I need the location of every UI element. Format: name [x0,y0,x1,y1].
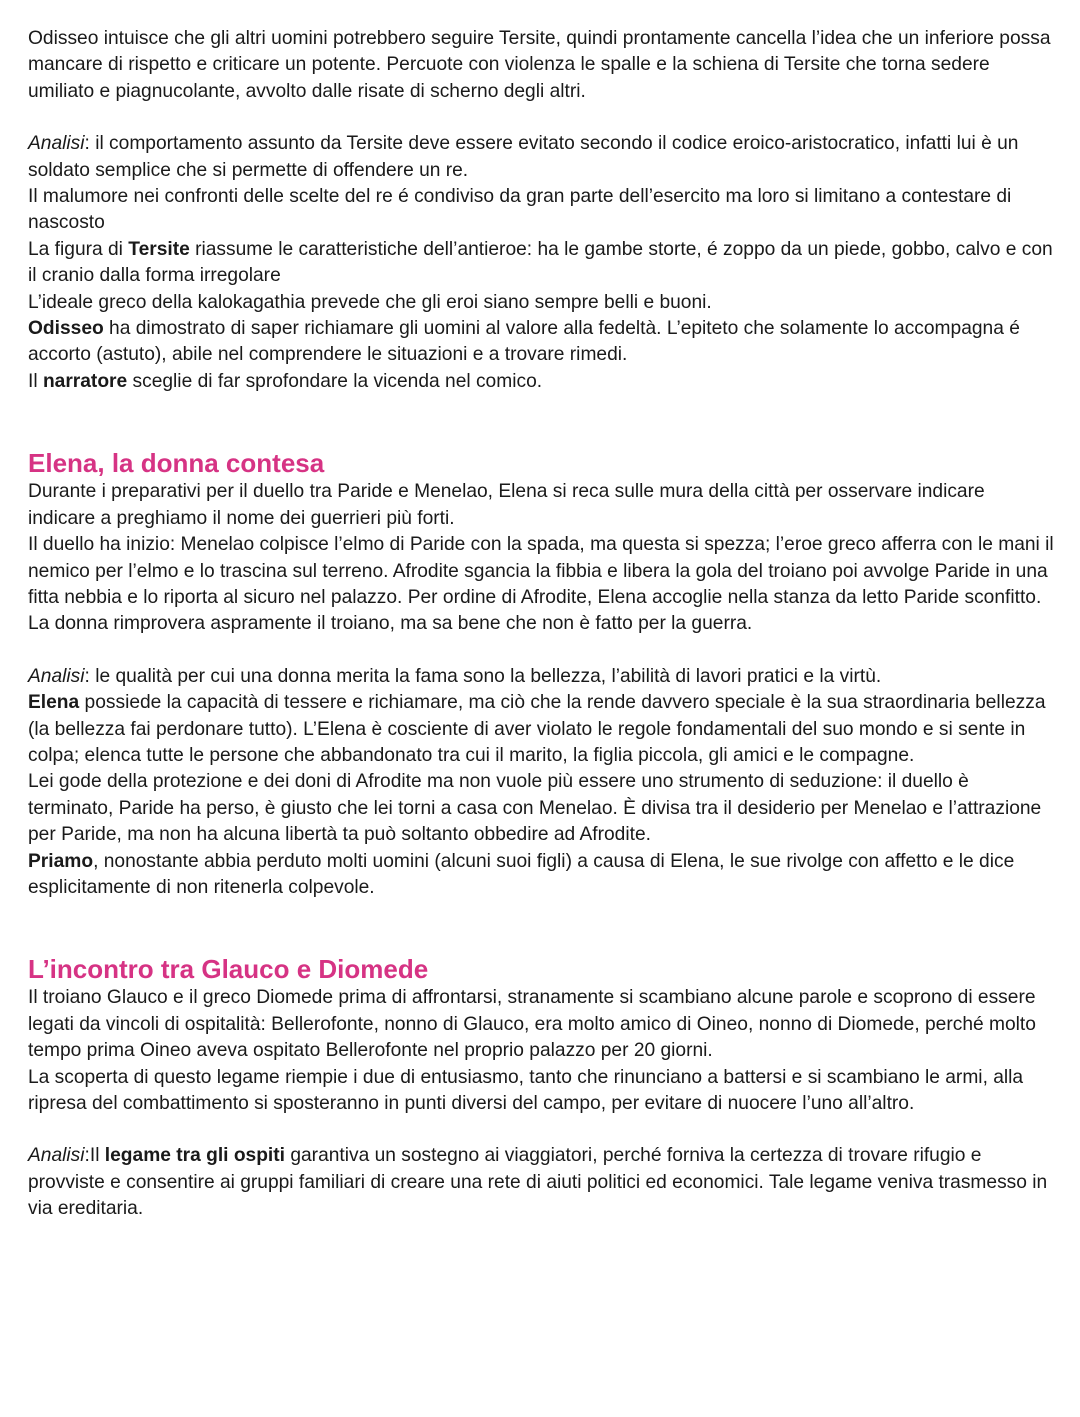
analysis-label: Analisi [28,665,85,687]
section-glauco [28,953,1054,1222]
bold-term: Odisseo [28,318,104,340]
section-tersite [28,26,1054,395]
bold-term: legame tra gli ospiti [104,1145,285,1167]
elena-analysis-4: Priamo, nonostante abbia perduto molti uomini (alcuni suoi figli) a causa di Elena, le sue rivolge con affetto e le dice esplicitamente di non ritenerla colpevole. [28,850,1015,898]
glauco-p2: La scoperta di questo legame riempie i due di entusiasmo, tanto che rinunciano a battersi e si scambiano le armi, alla ripresa del combattimento si sposteranno in punti diversi del campo, per evitare di nuocere l’uno all’altro. [28,1066,1024,1114]
section-heading: Elena, la donna contesa [28,448,325,479]
elena-analysis-3: Lei gode della protezione e dei doni di Afrodite ma non vuole più essere uno strumento di seduzione: il duello è terminato, Paride ha perso, è giusto che lei torni a casa con Menelao. È divisa tra il desiderio per Menelao e l’attrazione per Paride, ma non ha alcuna libertà ta può soltanto obbedire ad Afrodite. [28,771,1042,846]
glauco-analysis: Analisi:Il legame tra gli ospiti garantiva un sostegno ai viaggiatori, perché forniva la certezza di trovare rifugio e provviste e consentire ai gruppi familiari di creare una rete di aiuti politici ed economici. Tale legame veniva trasmesso in via ereditaria. [28,1145,1048,1220]
bold-term: Tersite [128,238,190,260]
glauco-p1: Il troiano Glauco e il greco Diomede prima di affrontarsi, stranamente si scambiano alcune parole e scoprono di essere legati da vincoli di ospitalità: Bellerofonte, nonno di Glauco, era molto amico di Oineo, nonno di Diomede, perché molto tempo prima Oineo aveva ospitato Bellerofonte nel proprio palazzo per 20 giorni. [28,987,1036,1062]
elena-p3: La donna rimprovera aspramente il troiano, ma sa bene che non è fatto per la guerra. [28,613,753,635]
bold-term: narratore [42,370,128,392]
tersite-analysis-1: Analisi: il comportamento assunto da Tersite deve essere evitato secondo il codice eroico-aristocratico, infatti lui è un soldato semplice che si permette di offendere un re. [28,133,1019,181]
section-heading: L’incontro tra Glauco e Diomede [28,954,429,985]
elena-analysis-2: Elena possiede la capacità di tessere e richiamare, ma ciò che la rende davvero speciale è la sua straordinaria bellezza (la bellezza fai perdonare tutto). L’Elena è cosciente di aver violato le regole fondamentali del suo mondo e si sente in colpa; elenca tutte le persone che abbandonato tra cui il marito, la figlia piccola, gli amici e le compagne. [28,692,1046,766]
tersite-intro: Odisseo intuisce che gli altri uomini potrebbero seguire Tersite, quindi prontamente cancella l’idea che un inferiore possa mancare di rispetto e criticare un potente. Percuote con violenza le spalle e la schiena di Tersite che torna sedere umiliato e piagnucolante, avvolto dalle risate di scherno degli altri. [28,28,1051,102]
analysis-label: Analisi [28,133,85,155]
elena-p1: Durante i preparativi per il duello tra Paride e Menelao, Elena si reca sulle mura della città per osservare indicare indicare a preghiamo il nome dei guerrieri più forti. [28,481,985,529]
analysis-label: Analisi [28,1145,85,1167]
bold-term: Elena [28,692,80,714]
tersite-analysis-3: La figura di Tersite riassume le caratteristiche dell’antieroe: ha le gambe storte, é zoppo da un piede, gobbo, calvo e con il cranio dalla forma irregolare [28,238,1053,287]
section-elena [28,447,1054,901]
tersite-analysis-5: Odisseo ha dimostrato di saper richiamare gli uomini al valore alla fedeltà. L’epiteto che solamente lo accompagna é accorto (astuto), abile nel comprendere le situazioni e a trovare rimedi. [28,318,1020,366]
tersite-analysis-2: Il malumore nei confronti delle scelte del re é condiviso da gran parte dell’esercito ma loro si limitano a contestare di nascosto [28,186,1012,234]
tersite-analysis-6: Il narratore sceglie di far sprofondare la vicenda nel comico. [28,370,543,392]
tersite-analysis-4: L’ideale greco della kalokagathia prevede che gli eroi siano sempre belli e buoni. [28,291,712,313]
elena-analysis-1: Analisi: le qualità per cui una donna merita la fama sono la bellezza, l’abilità di lavori pratici e la virtù. [28,665,882,687]
elena-p2: Il duello ha inizio: Menelao colpisce l’elmo di Paride con la spada, ma questa si spezza; l’eroe greco afferra con le mani il nemico per l’elmo e lo trascina sul terreno. Afrodite sgancia la fibbia e libera la gola del troiano poi avvolge Paride in una fitta nebbia e lo riporta al sicuro nel palazzo. Per ordine di Afrodite, Elena accoglie nella stanza da letto Paride sconfitto. [28,534,1054,608]
bold-term: Priamo [28,850,94,872]
